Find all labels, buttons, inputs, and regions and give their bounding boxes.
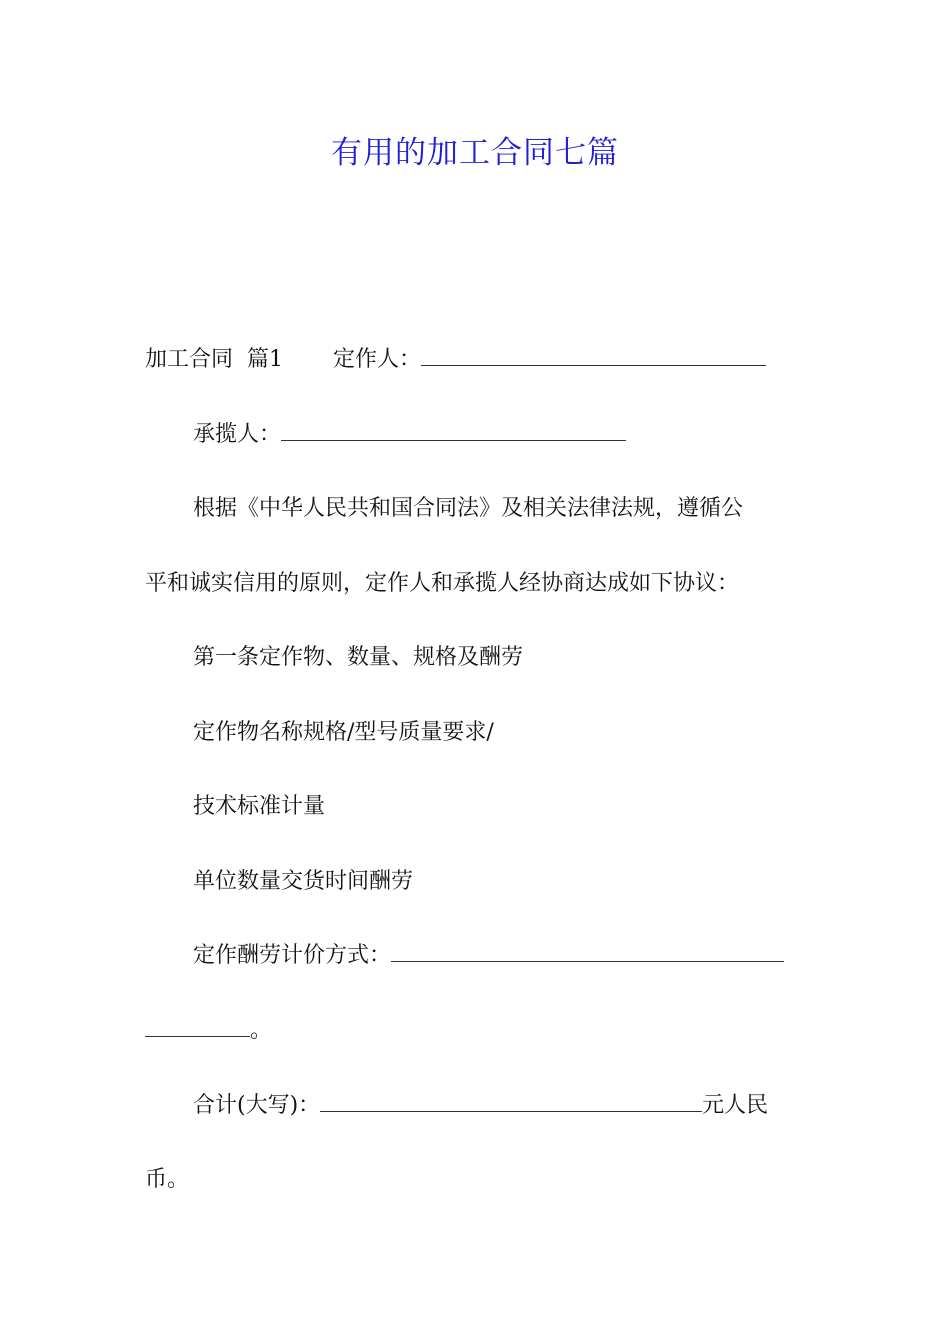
pricing-method-label: 定作酬劳计价方式： — [193, 943, 392, 968]
party-b-line — [193, 420, 626, 450]
party-a-line — [145, 345, 766, 375]
table-header-line-2: 技术标准计量 — [193, 794, 326, 819]
party-a-blank[interactable] — [421, 345, 766, 366]
table-header-line-3: 单位数量交货时间酬劳 — [193, 869, 414, 894]
pricing-method-blank-continued[interactable] — [145, 1016, 250, 1037]
pricing-method-blank[interactable] — [391, 941, 784, 962]
party-b-label: 承揽人： — [193, 422, 282, 447]
preamble-line-2: 平和诚实信用的原则，定作人和承揽人经协商达成如下协议： — [145, 571, 740, 596]
pricing-method-continuation — [145, 1016, 272, 1046]
total-amount-label: 合计(大写)： — [193, 1093, 321, 1118]
article-1-heading: 第一条定作物、数量、规格及酬劳 — [193, 645, 524, 670]
total-amount-line — [193, 1091, 768, 1121]
currency-label: 元人民 — [702, 1093, 769, 1118]
currency-continuation: 币。 — [145, 1167, 190, 1192]
pricing-method-line — [193, 941, 784, 971]
total-amount-blank[interactable] — [320, 1091, 702, 1112]
contract-heading: 加工合同 篇1 — [145, 347, 283, 372]
document-title: 有用的加工合同七篇 — [331, 135, 619, 171]
table-header-line-1: 定作物名称规格/型号质量要求/ — [193, 720, 494, 745]
period-mark: 。 — [250, 1018, 273, 1043]
party-b-blank[interactable] — [281, 420, 626, 441]
preamble-line-1: 根据《中华人民共和国合同法》及相关法律法规，遵循公 — [193, 496, 744, 521]
party-a-label: 定作人： — [332, 347, 421, 372]
